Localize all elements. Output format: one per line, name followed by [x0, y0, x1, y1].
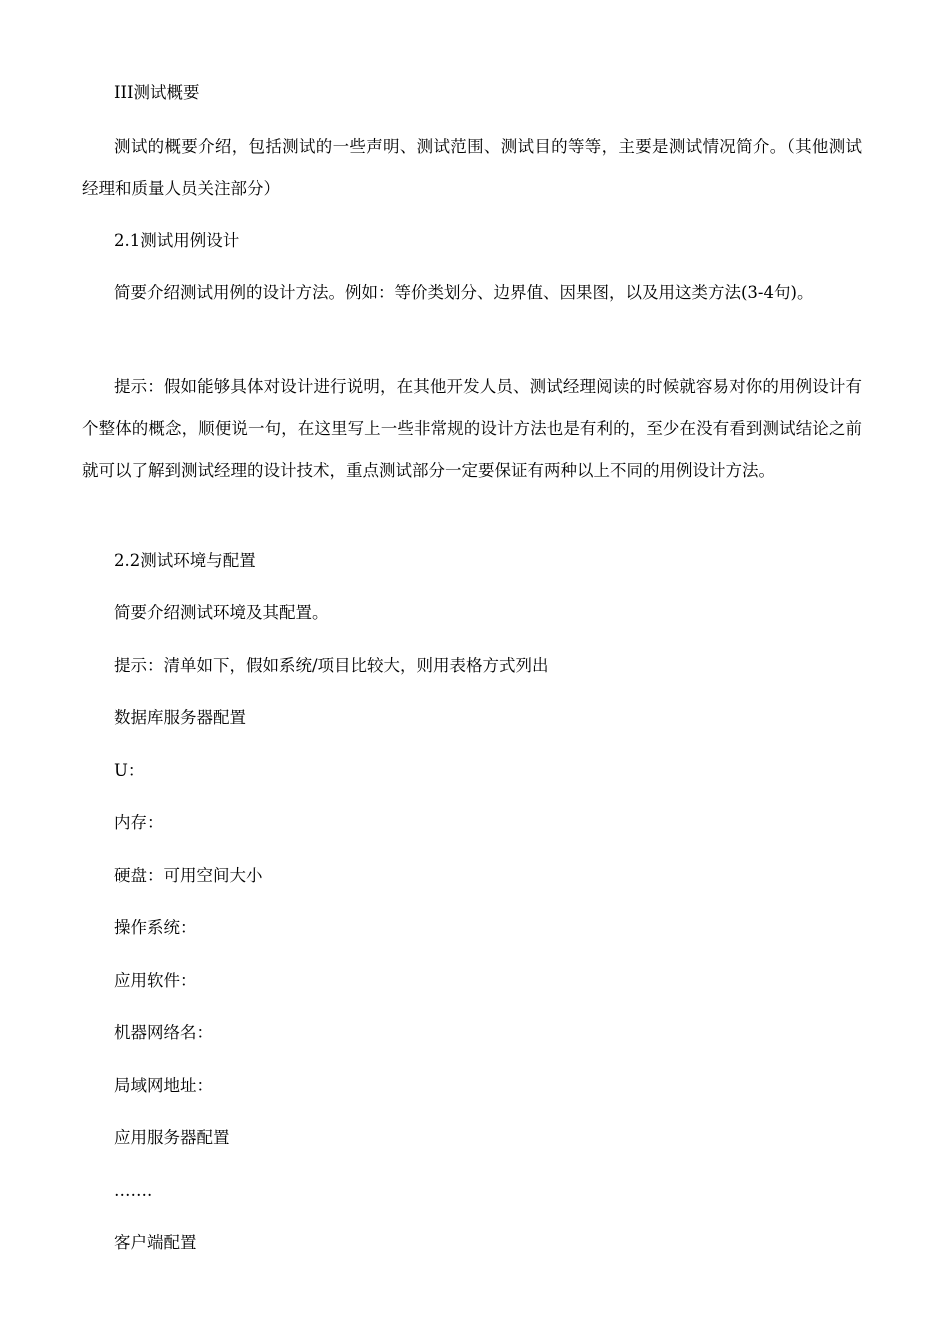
list-item-client-config: 客户端配置: [114, 1233, 197, 1252]
paragraph-test-case-design: 简要介绍测试用例的设计方法。例如：等价类划分、边界值、因果图，以及用这类方法(3-4句)。: [114, 283, 814, 302]
list-item-memory: 内存：: [114, 813, 164, 832]
list-item-ellipsis: …….: [114, 1181, 153, 1200]
section-heading-test-environment: 2.2测试环境与配置: [114, 551, 256, 570]
paragraph-overview-description: 测试的概要介绍，包括测试的一些声明、测试范围、测试目的等等，主要是测试情况简介。（其他测试经理和质量人员关注部分）: [82, 137, 862, 198]
paragraph-environment-intro: 简要介绍测试环境及其配置。: [114, 603, 329, 622]
section-heading-test-case-design: 2.1测试用例设计: [114, 231, 240, 250]
list-item-app-server-config: 应用服务器配置: [114, 1128, 230, 1147]
list-item-disk: 硬盘：可用空间大小: [114, 866, 263, 885]
list-item-cpu: U：: [114, 761, 145, 780]
list-item-app-software: 应用软件：: [114, 971, 197, 990]
paragraph-environment-hint: 提示：清单如下，假如系统/项目比较大，则用表格方式列出: [114, 656, 549, 675]
paragraph-design-hint: 提示：假如能够具体对设计进行说明，在其他开发人员、测试经理阅读的时候就容易对你的用例设计有个整体的概念，顺便说一句，在这里写上一些非常规的设计方法也是有利的，至少在没有看到测试结论之前就可以了解到测试经理的设计技术，重点测试部分一定要保证有两种以上不同的用例设计方法。: [82, 377, 862, 480]
list-item-lan-address: 局域网地址：: [114, 1076, 213, 1095]
list-item-os: 操作系统：: [114, 918, 197, 937]
section-heading-test-overview: III测试概要: [114, 83, 200, 102]
list-item-db-server-config: 数据库服务器配置: [114, 708, 246, 727]
list-item-machine-name: 机器网络名：: [114, 1023, 213, 1042]
